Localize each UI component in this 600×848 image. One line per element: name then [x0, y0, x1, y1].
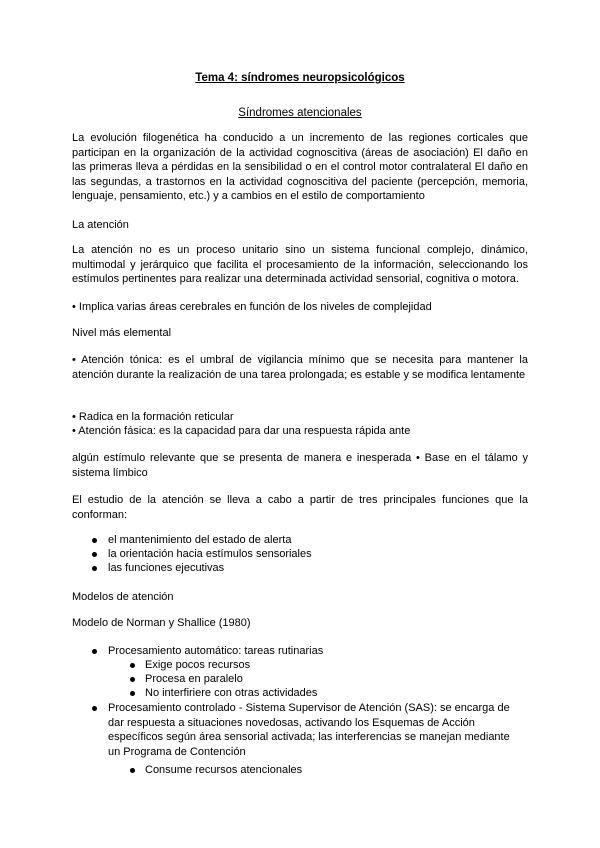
document-title: Tema 4: síndromes neuropsicológicos — [195, 72, 405, 84]
reticular-bullet: • Radica en la formación reticular — [72, 411, 234, 423]
document-page: Tema 4: síndromes neuropsicológicos Síndromes atencionales La evolución filogenética ha conducido a un incremento de las regiones corticales que participan en la organización de la actividad cognoscitiva (áreas de asociación) El daño en las primeras lleva a pérdidas en la sensibilidad o en el control motor contralateral El daño en las segundas, a trastornos en la actividad cognoscitiva del paciente (percepción, memoria, lenguaje, pensamiento, etc.) y a cambios en el estilo de comportamiento La atención La atención no es un proceso unitario sino un sistema funcional complejo, dinámico, multimodal y jerárquico que facilita el procesamiento de la información, seleccionando los estímulos pertinentes para realizar una determinada actividad sensorial, cognitiva o motora. • Implica varias áreas cerebrales en función de los niveles de complejidad Nivel más elemental • Atención tónica: es el umbral de vigilancia mínimo que se necesita para mantener la atención durante la realización de una tarea prolongada; es estable y se modifica lentamente • Radica en la formación reticular • Atención fásica: es la capacidad para dar una respuesta rápida ante algún estímulo relevante que se presenta de manera e inesperada • Base en el tálamo y sistema límbico El estudio de la atención se lleva a cabo a partir de tres principales funciones que la conforman: el mantenimiento del estado de alerta la orientación hacia estímulos sensoriales las funciones ejecutivas Modelos de atención Modelo de Norman y Shallice (1980) Procesamiento automático: tareas rutinarias Exige pocos recursos Procesa en paralelo No interfiriere con otras actividades Procesamiento controlado - Sistema Supervisor de Atención (SAS): se encarga de dar respuesta a situaciones novedosas, activando los Esquemas de Acción específicos según área sensorial activada; las interferencias se manejan mediante un Programa de Contención Consume recursos atencionales — [0, 0, 600, 848]
attention-heading: La atención — [72, 219, 129, 231]
bullet-icon — [92, 706, 97, 711]
controlled-processing-item: Procesamiento controlado - Sistema Supervisor de Atención (SAS): se encarga de dar respuesta a situaciones novedosas, activando los Esquemas de Acción específicos según área sensorial activada; las interferencias se manejan mediante un Programa de Contención — [108, 702, 510, 758]
bullet-icon — [92, 538, 97, 543]
norman-shallice-heading: Modelo de Norman y Shallice (1980) — [72, 617, 251, 629]
intro-paragraph: La evolución filogenética ha conducido a un incremento de las regiones corticales que participan en la organización de la actividad cognoscitiva (áreas de asociación) El daño en las primeras lleva a pérdidas en la sensibilidad o en el control motor contralateral El daño en las segundas, a trastornos en la actividad cognoscitiva del paciente (percepción, memoria, lenguaje, pensamiento, etc.) y a cambios en el estilo de comportamiento — [72, 132, 528, 202]
bullet-icon — [130, 663, 135, 668]
study-paragraph: El estudio de la atención se lleva a cabo a partir de tres principales funciones que la conforman: — [72, 494, 528, 521]
stimulus-paragraph: algún estímulo relevante que se presenta de manera e inesperada • Base en el tálamo y sistema límbico — [72, 452, 528, 479]
attention-paragraph: La atención no es un proceso unitario sino un sistema funcional complejo, dinámico, multimodal y jerárquico que facilita el procesamiento de la información, seleccionando los estímulos pertinentes para realizar una determinada actividad sensorial, cognitiva o motora. — [72, 244, 528, 285]
level-heading: Nivel más elemental — [72, 327, 172, 339]
areas-bullet: • Implica varias áreas cerebrales en función de los niveles de complejidad — [72, 301, 432, 313]
bullet-icon — [92, 649, 97, 654]
bullet-icon — [130, 677, 135, 682]
bullet-icon — [130, 691, 135, 696]
section-subtitle: Síndromes atencionales — [238, 107, 362, 119]
models-heading: Modelos de atención — [72, 591, 174, 603]
phasic-attention-bullet: • Atención fásica: es la capacidad para dar una respuesta rápida ante — [72, 425, 411, 437]
bullet-icon — [130, 768, 135, 773]
tonic-attention-paragraph: • Atención tónica: es el umbral de vigilancia mínimo que se necesita para mantener la atención durante la realización de una tarea prolongada; es estable y se modifica lentamente — [72, 354, 528, 381]
bullet-icon — [92, 552, 97, 557]
bullet-icon — [92, 566, 97, 571]
automatic-processing-item: Procesamiento automático: tareas rutinarias — [108, 645, 324, 657]
